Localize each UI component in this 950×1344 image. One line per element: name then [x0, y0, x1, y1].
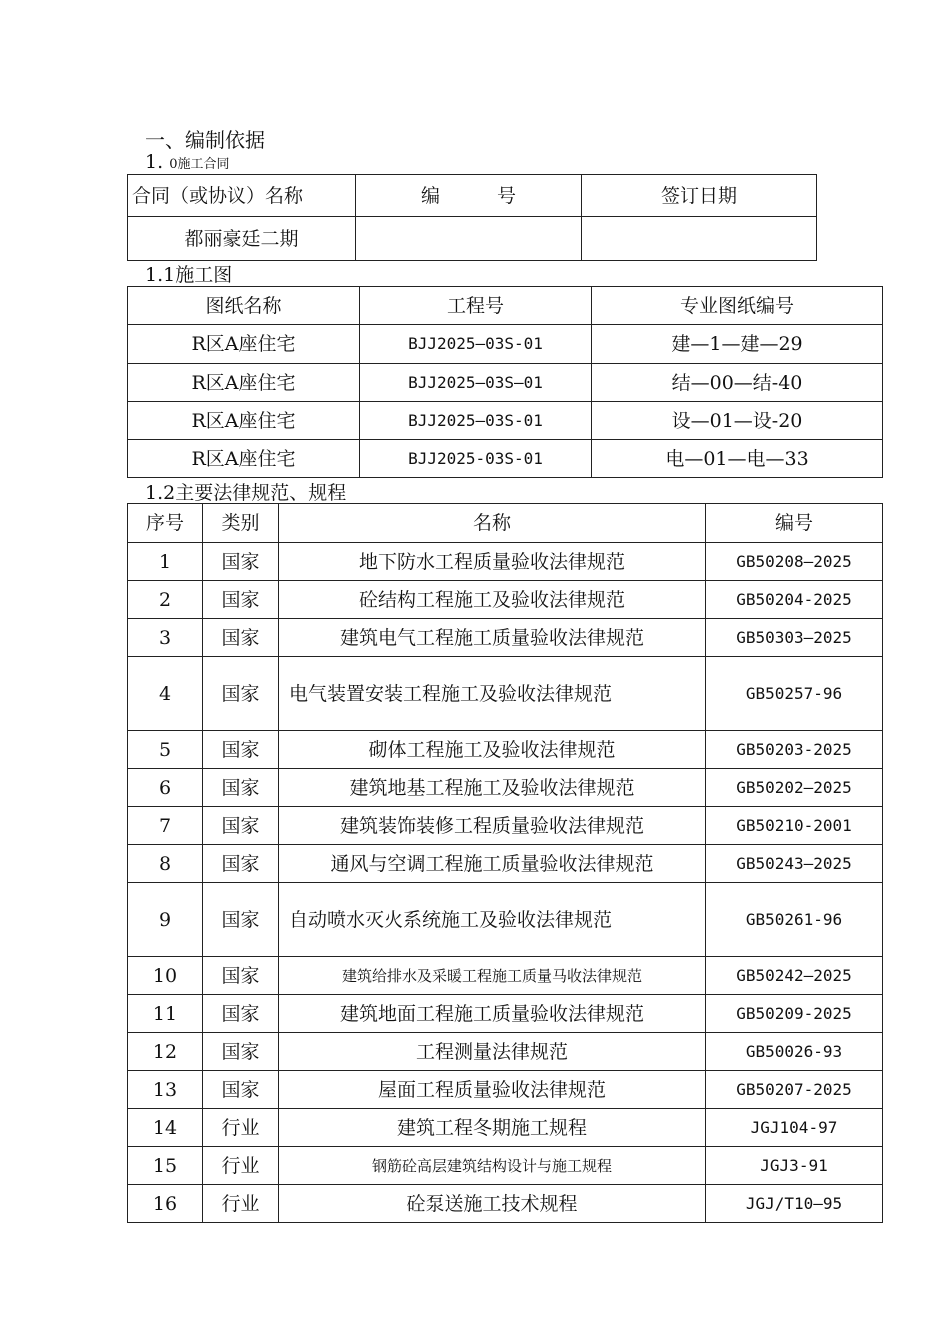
header-cell: 图纸名称 — [128, 287, 360, 325]
index-cell: 1 — [128, 543, 203, 581]
code-cell: GB50208—2025 — [706, 543, 883, 581]
drawing-number-cell: 电—01—电—33 — [592, 440, 883, 478]
header-cell: 签订日期 — [582, 175, 817, 217]
category-cell: 国家 — [203, 995, 279, 1033]
name-cell: 自动喷水灭火系统施工及验收法律规范 — [279, 883, 706, 957]
category-cell: 国家 — [203, 845, 279, 883]
contract-date-cell — [582, 217, 817, 261]
table-row — [128, 581, 883, 619]
table-row — [128, 769, 883, 807]
header-cell: 名称 — [279, 504, 706, 543]
category-cell: 国家 — [203, 1033, 279, 1071]
table-row — [128, 1033, 883, 1071]
code-cell: GB50242—2025 — [706, 957, 883, 995]
table-row — [128, 543, 883, 581]
regulations-table — [127, 503, 883, 1223]
index-cell: 9 — [128, 883, 203, 957]
header-cell: 类别 — [203, 504, 279, 543]
code-cell: GB50203-2025 — [706, 731, 883, 769]
index-cell: 11 — [128, 995, 203, 1033]
header-cell: 工程号 — [360, 287, 592, 325]
category-cell: 国家 — [203, 1071, 279, 1109]
project-number-cell: BJJ2025—03S-01 — [360, 325, 592, 364]
header-cell: 合同（或协议）名称 — [128, 175, 356, 217]
category-cell: 国家 — [203, 731, 279, 769]
name-cell: 工程测量法律规范 — [279, 1033, 706, 1071]
name-cell: 通风与空调工程施工质量验收法律规范 — [279, 845, 706, 883]
project-number-cell: BJJ2025—03S—01 — [360, 364, 592, 402]
table-header-row — [128, 287, 883, 325]
table-row — [128, 657, 883, 731]
category-cell: 行业 — [203, 1147, 279, 1185]
project-number-cell: BJJ2025-03S-01 — [360, 440, 592, 478]
code-cell: GB50303—2025 — [706, 619, 883, 657]
table-row — [128, 1147, 883, 1185]
code-cell: GB50261-96 — [706, 883, 883, 957]
contract-number-cell — [356, 217, 582, 261]
table-row — [128, 731, 883, 769]
contract-table — [127, 174, 817, 261]
name-cell: 砼泵送施工技术规程 — [279, 1185, 706, 1223]
table-row — [128, 1185, 883, 1223]
code-cell: GB50026-93 — [706, 1033, 883, 1071]
name-cell: 砌体工程施工及验收法律规范 — [279, 731, 706, 769]
table-row — [128, 1109, 883, 1147]
table-header-row — [128, 175, 817, 217]
name-cell: 建筑地基工程施工及验收法律规范 — [279, 769, 706, 807]
drawing-name-cell: R区A座住宅 — [128, 440, 360, 478]
table-header-row — [128, 504, 883, 543]
table-row — [128, 402, 883, 440]
code-cell: GB50204-2025 — [706, 581, 883, 619]
drawing-name-cell: R区A座住宅 — [128, 402, 360, 440]
index-cell: 4 — [128, 657, 203, 731]
code-cell: GB50210-2001 — [706, 807, 883, 845]
project-number-cell: BJJ2025—03S-01 — [360, 402, 592, 440]
table-row — [128, 440, 883, 478]
table-row — [128, 845, 883, 883]
index-cell: 15 — [128, 1147, 203, 1185]
table-row — [128, 995, 883, 1033]
index-cell: 5 — [128, 731, 203, 769]
index-cell: 13 — [128, 1071, 203, 1109]
drawing-name-cell: R区A座住宅 — [128, 364, 360, 402]
index-cell: 16 — [128, 1185, 203, 1223]
name-cell: 建筑电气工程施工质量验收法律规范 — [279, 619, 706, 657]
name-cell: 电气装置安装工程施工及验收法律规范 — [279, 657, 706, 731]
index-cell: 8 — [128, 845, 203, 883]
category-cell: 国家 — [203, 807, 279, 845]
table-row — [128, 619, 883, 657]
index-cell: 2 — [128, 581, 203, 619]
category-cell: 国家 — [203, 619, 279, 657]
index-cell: 7 — [128, 807, 203, 845]
drawing-number-cell: 设—01—设-20 — [592, 402, 883, 440]
category-cell: 行业 — [203, 1109, 279, 1147]
table-row — [128, 364, 883, 402]
code-cell: JGJ/T10—95 — [706, 1185, 883, 1223]
header-cell: 序号 — [128, 504, 203, 543]
category-cell: 国家 — [203, 769, 279, 807]
category-cell: 国家 — [203, 657, 279, 731]
table-row — [128, 957, 883, 995]
code-cell: JGJ104-97 — [706, 1109, 883, 1147]
contract-title-text: 0施工合同 — [169, 157, 230, 172]
code-cell: GB50207-2025 — [706, 1071, 883, 1109]
name-cell: 建筑工程冬期施工规程 — [279, 1109, 706, 1147]
code-cell: GB50243—2025 — [706, 845, 883, 883]
category-cell: 国家 — [203, 581, 279, 619]
name-cell: 钢筋砼高层建筑结构设计与施工规程 — [279, 1147, 706, 1185]
index-cell: 6 — [128, 769, 203, 807]
category-cell: 国家 — [203, 543, 279, 581]
header-cell: 编号 — [706, 504, 883, 543]
code-cell: GB50202—2025 — [706, 769, 883, 807]
drawings-table — [127, 286, 883, 478]
table-row — [128, 325, 883, 364]
name-cell: 砼结构工程施工及验收法律规范 — [279, 581, 706, 619]
section-heading: 一、编制依据 — [145, 128, 265, 152]
name-cell: 建筑地面工程施工质量验收法律规范 — [279, 995, 706, 1033]
drawing-name-cell: R区A座住宅 — [128, 325, 360, 364]
table-row — [128, 883, 883, 957]
name-cell: 地下防水工程质量验收法律规范 — [279, 543, 706, 581]
table-row — [128, 807, 883, 845]
contract-name-cell: 都丽豪廷二期 — [128, 217, 356, 261]
contract-title — [145, 151, 229, 173]
category-cell: 国家 — [203, 883, 279, 957]
drawings-title: 1.1施工图 — [145, 264, 233, 286]
index-cell: 12 — [128, 1033, 203, 1071]
drawing-number-cell: 结—00—结-40 — [592, 364, 883, 402]
index-cell: 10 — [128, 957, 203, 995]
header-cell: 编 号 — [356, 175, 582, 217]
header-cell: 专业图纸编号 — [592, 287, 883, 325]
drawing-number-cell: 建—1—建—29 — [592, 325, 883, 364]
contract-title-number: 1. — [145, 151, 164, 173]
table-row — [128, 1071, 883, 1109]
index-cell: 3 — [128, 619, 203, 657]
index-cell: 14 — [128, 1109, 203, 1147]
name-cell: 建筑给排水及采暖工程施工质量马收法律规范 — [279, 957, 706, 995]
code-cell: GB50209-2025 — [706, 995, 883, 1033]
category-cell: 行业 — [203, 1185, 279, 1223]
regulations-title: 1.2主要法律规范、规程 — [145, 482, 347, 504]
name-cell: 建筑装饰装修工程质量验收法律规范 — [279, 807, 706, 845]
table-row — [128, 217, 817, 261]
code-cell: GB50257-96 — [706, 657, 883, 731]
code-cell: JGJ3-91 — [706, 1147, 883, 1185]
name-cell: 屋面工程质量验收法律规范 — [279, 1071, 706, 1109]
category-cell: 国家 — [203, 957, 279, 995]
